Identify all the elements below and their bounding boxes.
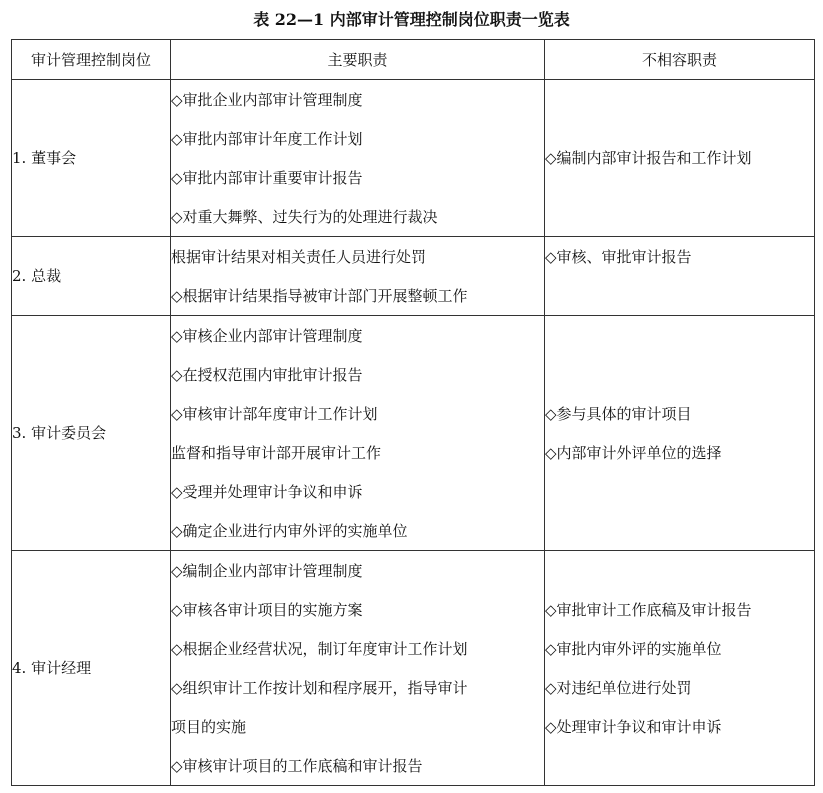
- duties-cell: [171, 80, 545, 237]
- table-row: [12, 316, 815, 551]
- duty-item: ◇审核企业内部审计管理制度: [171, 326, 363, 345]
- incompatible-cell: [545, 551, 815, 786]
- position-cell: 1. 董事会: [12, 80, 171, 237]
- duty-item: ◇审批内部审计年度工作计划: [171, 129, 363, 148]
- table-row: [12, 551, 815, 786]
- incompatible-cell: [545, 80, 815, 237]
- incompatible-cell: [545, 316, 815, 551]
- header-row: [12, 40, 815, 80]
- incompatible-item: ◇内部审计外评单位的选择: [545, 443, 722, 462]
- duty-item: 监督和指导审计部开展审计工作: [171, 443, 382, 462]
- table-row: [12, 80, 815, 237]
- position-cell: 3. 审计委员会: [12, 316, 171, 551]
- duty-item: ◇审批内部审计重要审计报告: [171, 168, 363, 187]
- incompatible-item: ◇处理审计争议和审计申诉: [545, 717, 722, 736]
- duties-cell: [171, 551, 545, 786]
- header-incompatible: 不相容职责: [545, 40, 815, 80]
- incompatible-item: ◇审核、审批审计报告: [545, 247, 692, 266]
- incompatible-item: ◇编制内部审计报告和工作计划: [545, 149, 752, 167]
- incompatible-item: ◇审批内审外评的实施单位: [545, 639, 722, 658]
- duties-cell: [171, 316, 545, 551]
- duties-cell: [171, 237, 545, 316]
- header-position: 审计管理控制岗位: [12, 40, 171, 80]
- incompatible-item: ◇审批审计工作底稿及审计报告: [545, 600, 752, 619]
- incompatible-item: ◇参与具体的审计项目: [545, 404, 692, 423]
- incompatible-item: ◇对违纪单位进行处罚: [545, 678, 692, 697]
- duty-item: 根据审计结果对相关责任人员进行处罚: [171, 247, 427, 266]
- duty-item: 项目的实施: [171, 717, 247, 736]
- duty-item: ◇审批企业内部审计管理制度: [171, 90, 363, 109]
- duty-item: ◇在授权范围内审批审计报告: [171, 365, 363, 384]
- position-cell: 4. 审计经理: [12, 551, 171, 786]
- duties-table: [11, 39, 815, 786]
- duty-item: ◇对重大舞弊、过失行为的处理进行裁决: [171, 207, 438, 226]
- table-title: 表 22—1 内部审计管理控制岗位职责一览表: [253, 10, 570, 29]
- duty-item: ◇审核各审计项目的实施方案: [171, 600, 363, 619]
- table-row: [12, 237, 815, 316]
- duty-item: ◇受理并处理审计争议和申诉: [171, 482, 363, 501]
- incompatible-cell: [545, 237, 815, 316]
- duty-item: ◇组织审计工作按计划和程序展开，指导审计: [171, 678, 468, 697]
- duty-item: ◇审核审计部年度审计工作计划: [171, 404, 378, 423]
- position-cell: 2. 总裁: [12, 237, 171, 316]
- header-duties: 主要职责: [171, 40, 545, 80]
- duty-item: ◇根据审计结果指导被审计部门开展整顿工作: [171, 286, 468, 305]
- duty-item: ◇确定企业进行内审外评的实施单位: [171, 521, 408, 540]
- duty-item: ◇编制企业内部审计管理制度: [171, 561, 363, 580]
- duty-item: ◇根据企业经营状况，制订年度审计工作计划: [171, 639, 468, 658]
- duty-item: ◇审核审计项目的工作底稿和审计报告: [171, 756, 423, 775]
